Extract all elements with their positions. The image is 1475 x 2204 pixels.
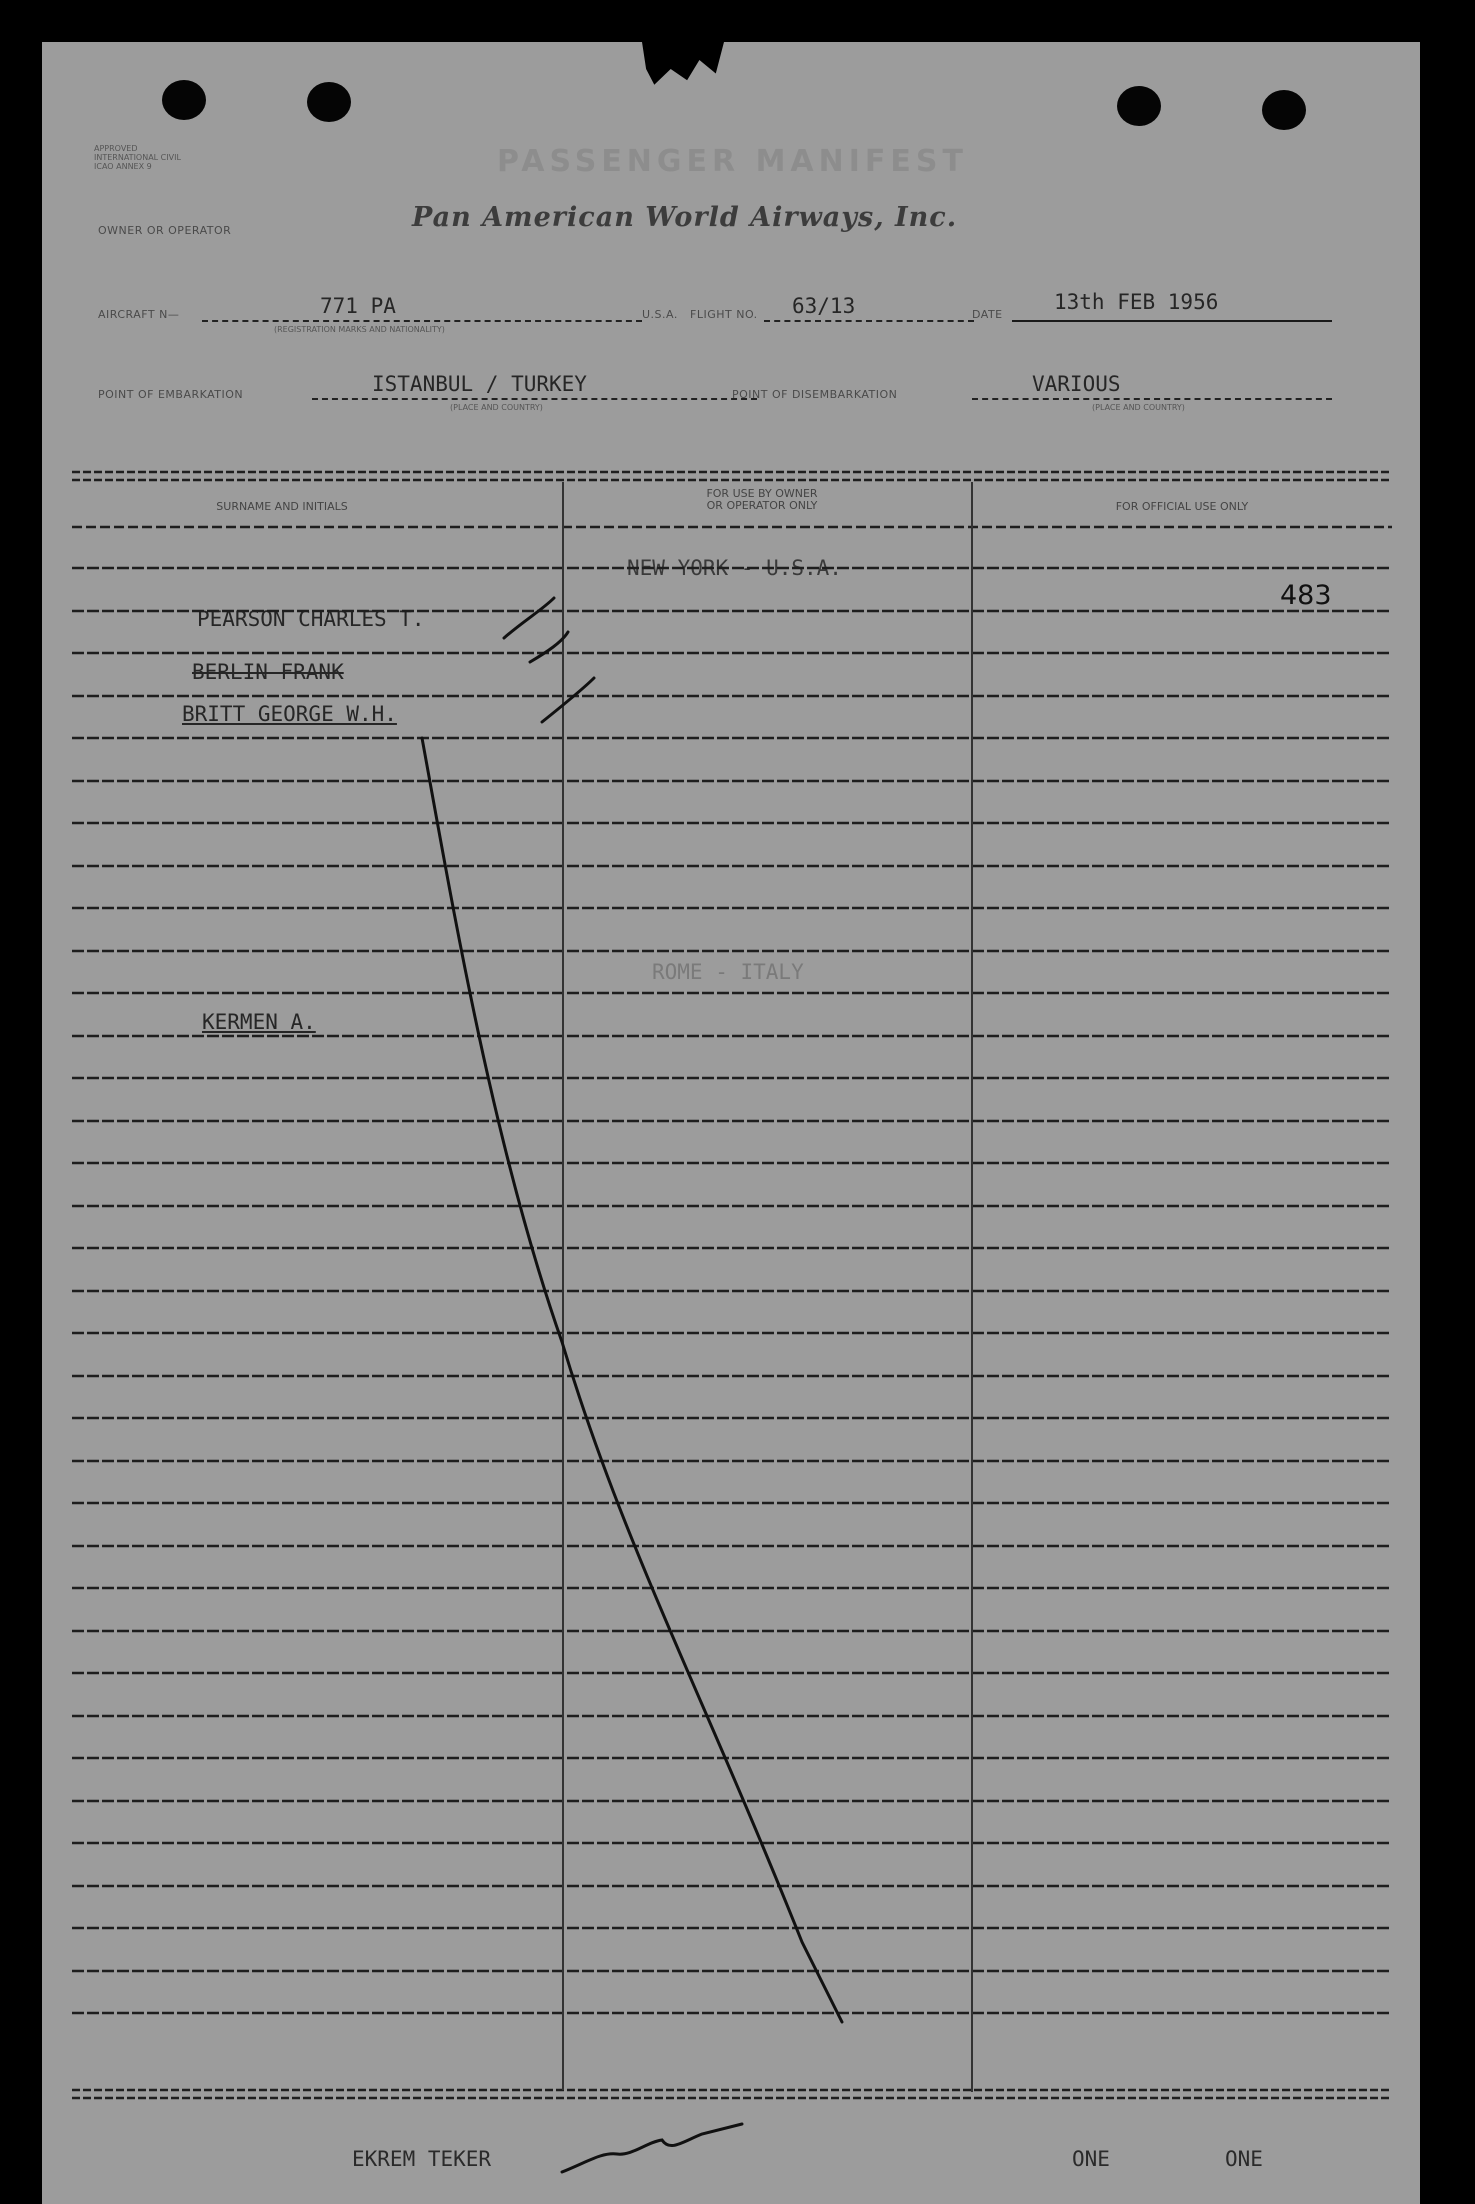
registration-caption: (REGISTRATION MARKS AND NATIONALITY) xyxy=(274,325,445,334)
date-value: 13th FEB 1956 xyxy=(1054,290,1219,314)
manifest-sheet xyxy=(42,42,1420,2204)
col-header-surname: SURNAME AND INITIALS xyxy=(216,500,348,513)
flight-no-label: FLIGHT NO. xyxy=(690,308,758,321)
embarkation-value: ISTANBUL / TURKEY xyxy=(372,372,587,396)
owner-label: OWNER OR OPERATOR xyxy=(98,224,232,237)
col-header-owner-use-line-1: FOR USE BY OWNER xyxy=(706,487,818,500)
disembarkation-value: VARIOUS xyxy=(1032,372,1121,396)
col-header-owner-use-line-2: OR OPERATOR ONLY xyxy=(706,499,818,512)
check-mark xyxy=(504,598,554,638)
disembarkation-label: POINT OF DISEMBARKATION xyxy=(732,388,898,401)
embarkation-label: POINT OF EMBARKATION xyxy=(98,388,244,401)
passenger-name: PEARSON CHARLES T. xyxy=(197,607,425,631)
passenger-name: BERLIN FRANK xyxy=(192,660,344,684)
approval-line-2: INTERNATIONAL CIVIL xyxy=(94,153,181,162)
form-title: PASSENGER MANIFEST xyxy=(497,144,968,179)
aircraft-value: 771 PA xyxy=(320,294,396,318)
footer-count-2: ONE xyxy=(1225,2147,1263,2171)
passenger-name: KERMEN A. xyxy=(202,1010,316,1034)
continuation-line xyxy=(422,738,842,2022)
usa-label: U.S.A. xyxy=(642,308,678,321)
check-mark xyxy=(542,678,594,722)
disembarkation-caption: (PLACE AND COUNTRY) xyxy=(1092,403,1185,412)
aircraft-label: AIRCRAFT N— xyxy=(98,308,180,321)
footer-count-1: ONE xyxy=(1072,2147,1110,2171)
signature xyxy=(562,2124,742,2172)
passenger-name: BRITT GEORGE W.H. xyxy=(182,702,397,726)
airline-name: Pan American World Airways, Inc. xyxy=(412,202,958,233)
footer-officer: EKREM TEKER xyxy=(352,2147,492,2171)
approval-line-1: APPROVED xyxy=(94,144,138,153)
flight-no-value: 63/13 xyxy=(792,294,856,318)
destination-note: NEW YORK - U.S.A. xyxy=(627,556,842,580)
official-number: 483 xyxy=(1280,580,1332,611)
ruled-lines-and-ink xyxy=(42,42,1420,2204)
destination-note: ROME - ITALY xyxy=(652,960,804,984)
date-label: DATE xyxy=(972,308,1003,321)
embarkation-caption: (PLACE AND COUNTRY) xyxy=(450,403,543,412)
approval-line-3: ICAO ANNEX 9 xyxy=(94,162,152,171)
col-header-official-use: FOR OFFICIAL USE ONLY xyxy=(1115,500,1249,513)
